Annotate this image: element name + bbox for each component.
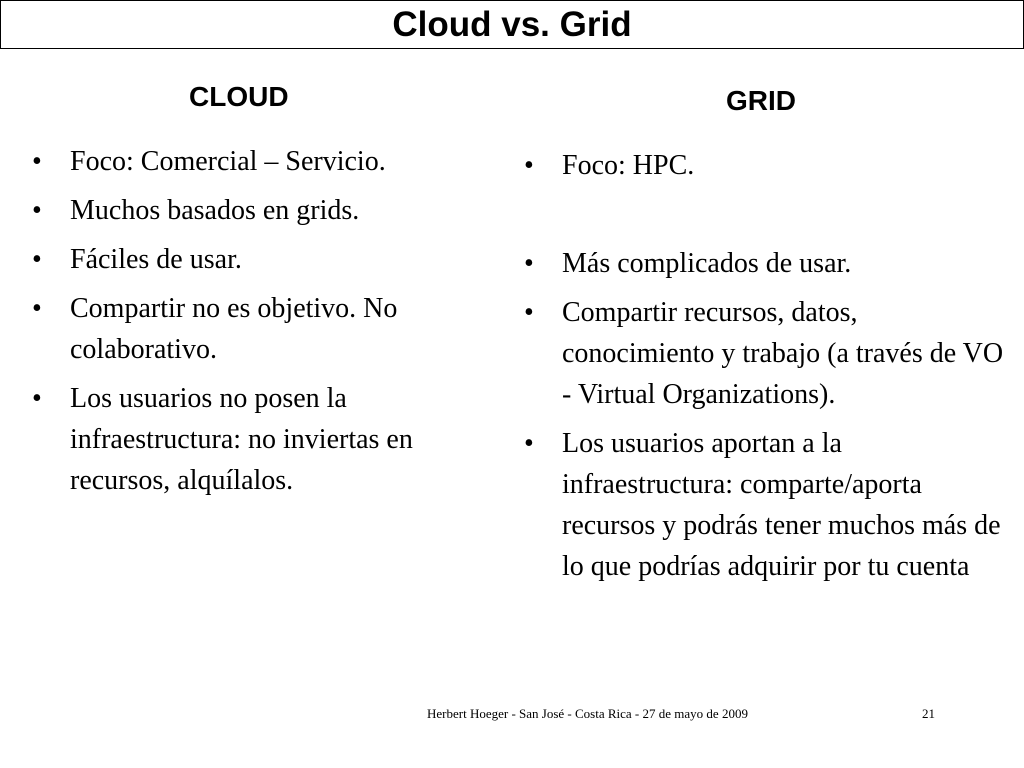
bullet-icon: • (32, 383, 42, 414)
footer-text: Herbert Hoeger - San José - Costa Rica - 27 de mayo de 2009 (427, 706, 748, 721)
cloud-item-text: Foco: Comercial – Servicio. (70, 146, 386, 177)
grid-list-item (524, 292, 1014, 415)
grid-list-item (524, 243, 1014, 284)
cloud-item-text: Los usuarios no posen la infraestructura: no inviertas en recursos, alquílalos. (70, 383, 413, 496)
grid-item-text: Foco: HPC. (562, 150, 695, 181)
cloud-list-item (32, 141, 472, 182)
cloud-item-text: Fáciles de usar. (70, 244, 242, 275)
cloud-list-item (32, 190, 472, 231)
bullet-icon: • (32, 293, 42, 324)
cloud-item-text: Compartir no es objetivo. No colaborativo. (70, 293, 398, 365)
cloud-item-text: Muchos basados en grids. (70, 195, 360, 226)
bullet-icon: • (524, 428, 534, 459)
cloud-list-item (32, 378, 472, 501)
bullet-icon: • (524, 248, 534, 279)
grid-heading: GRID (726, 85, 796, 116)
title-box (0, 0, 1024, 49)
grid-item-text: Compartir recursos, datos, conocimiento y trabajo (a través de VO - Virtual Organizations). (562, 297, 1004, 410)
page-number: 21 (922, 706, 935, 721)
grid-item-text: Más complicados de usar. (562, 248, 852, 279)
bullet-icon: • (32, 146, 42, 177)
cloud-bullet-list (32, 141, 472, 509)
cloud-list-item (32, 239, 472, 280)
cloud-list-item (32, 288, 472, 370)
grid-bullet-list (524, 145, 1014, 595)
bullet-icon: • (524, 150, 534, 181)
grid-list-item (524, 423, 1014, 587)
cloud-heading: CLOUD (189, 81, 289, 112)
bullet-icon: • (32, 244, 42, 275)
bullet-icon: • (32, 195, 42, 226)
slide-title: Cloud vs. Grid (392, 5, 632, 44)
grid-list-item (524, 145, 1014, 186)
bullet-icon: • (524, 297, 534, 328)
grid-item-text: Los usuarios aportan a la infraestructura: comparte/aporta recursos y podrás tener muchos más de lo que podrías adquirir por tu cuenta (562, 428, 1001, 582)
